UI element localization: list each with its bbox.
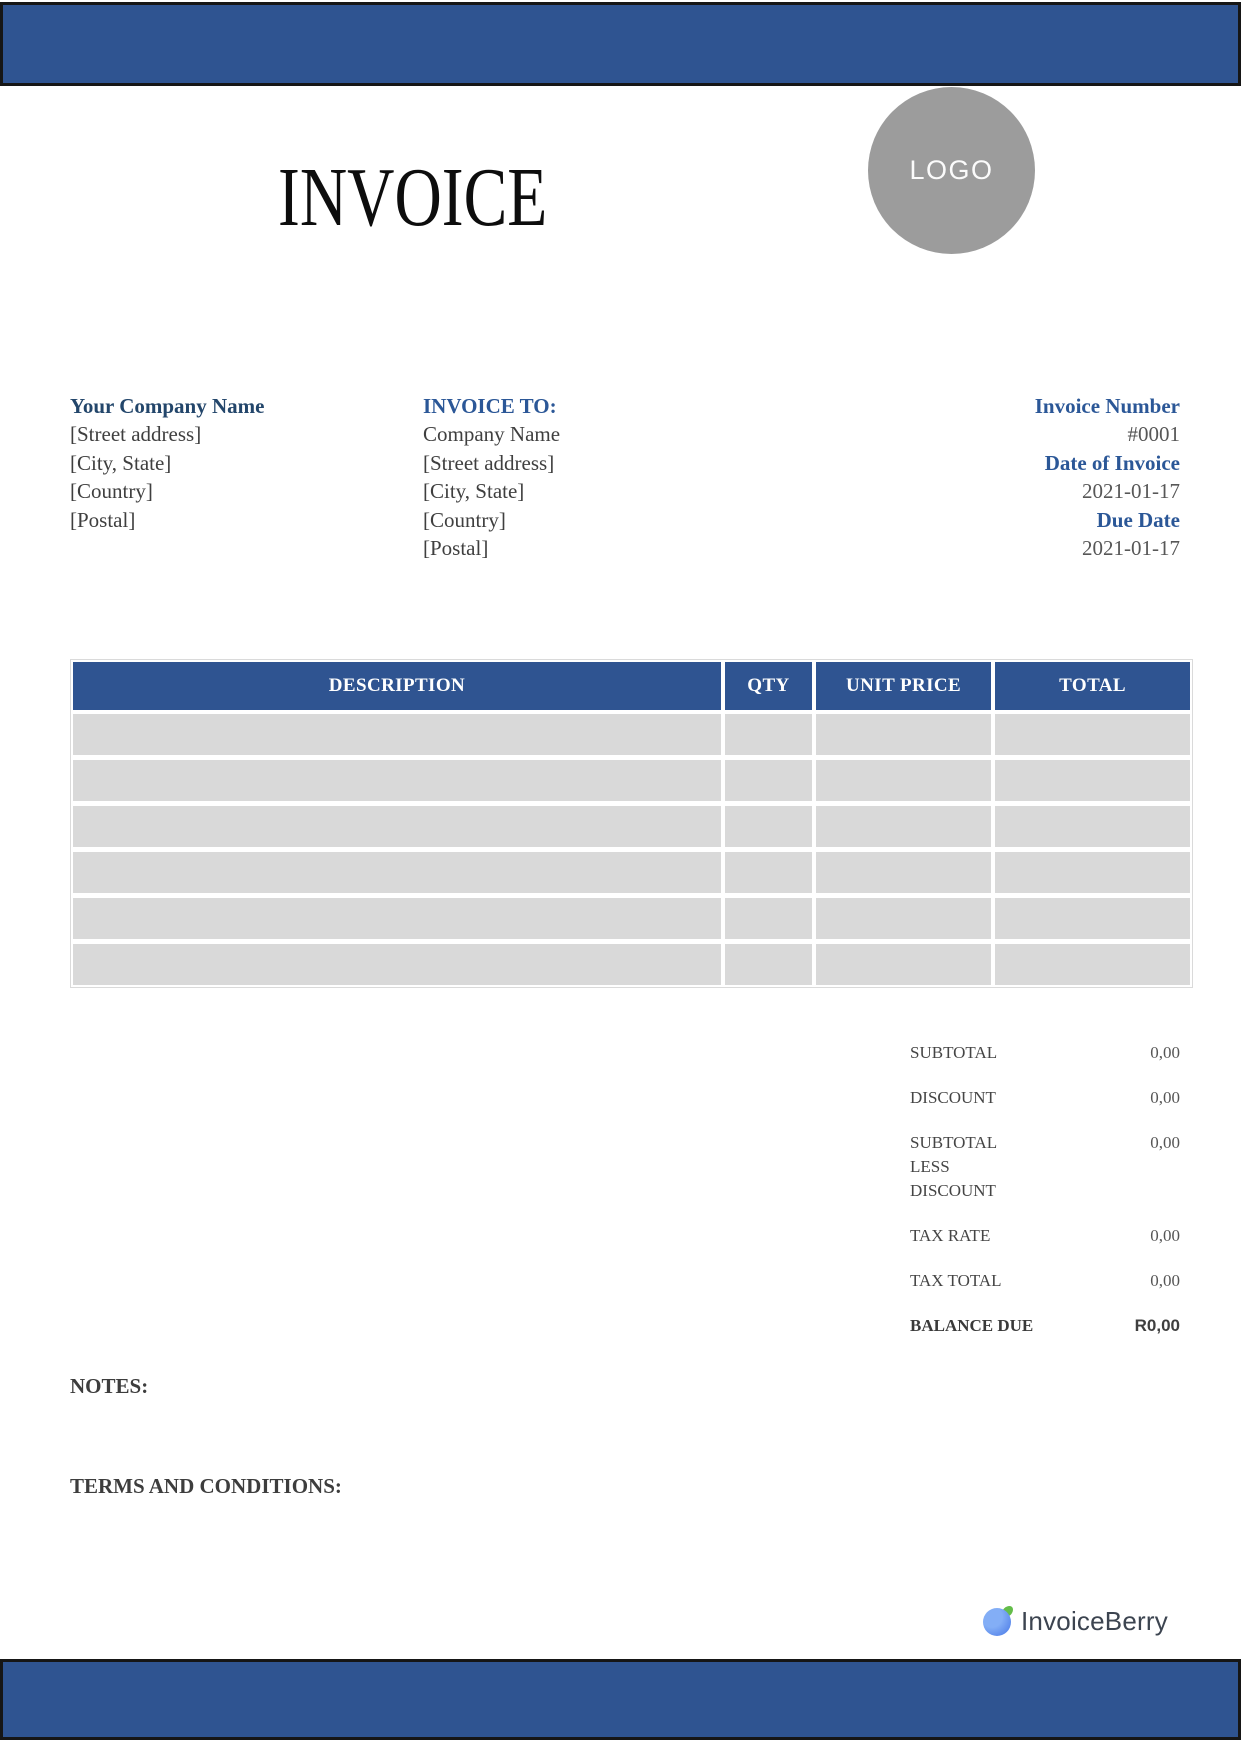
table-cell [816,944,991,985]
table-cell [73,714,721,755]
subtotal-less-discount-value: 0,00 [1150,1133,1180,1152]
company-country: [Country] [70,479,153,504]
column-header-qty: QTY [725,662,812,710]
table-row [73,806,1190,847]
column-header-unit-price: UNIT PRICE [816,662,991,710]
invoice-meta-block [1035,392,1180,562]
logo-placeholder-text: LOGO [909,155,994,185]
client-country: [Country] [423,507,506,532]
invoice-number-label: Invoice Number [1034,394,1180,418]
totals-row-balance-due [910,1314,1180,1338]
table-cell [995,760,1190,801]
totals-row-tax-rate [910,1224,1180,1248]
company-from-block [70,392,264,534]
subtotal-value: 0,00 [1150,1043,1180,1062]
invoiceberry-branding [983,1605,1168,1637]
table-cell [73,944,721,985]
table-cell [995,898,1190,939]
table-cell [995,714,1190,755]
line-items-table [70,659,1193,988]
invoiceberry-logo-icon [983,1606,1013,1636]
client-company-name: Company Name [423,422,561,447]
column-header-description: DESCRIPTION [73,662,721,710]
page-title: INVOICE [278,151,548,244]
table-cell [995,806,1190,847]
table-cell [725,944,812,985]
table-cell [73,760,721,801]
table-cell [995,852,1190,893]
table-cell [725,806,812,847]
client-postal: [Postal] [423,536,489,561]
logo-placeholder [868,87,1035,254]
table-row [73,714,1190,755]
table-header-row [73,662,1190,710]
tax-rate-label: TAX RATE [910,1226,991,1245]
totals-row-tax-total [910,1269,1180,1293]
top-accent-bar [0,2,1241,86]
column-header-total: TOTAL [995,662,1190,710]
table-row [73,760,1190,801]
tax-total-value: 0,00 [1150,1271,1180,1290]
table-cell [816,714,991,755]
table-cell [73,898,721,939]
table-cell [73,852,721,893]
brand-name: InvoiceBerry [1021,1605,1168,1636]
tax-rate-value: 0,00 [1150,1226,1180,1245]
table-cell [725,898,812,939]
notes-label: NOTES: [70,1374,149,1398]
table-cell [725,760,812,801]
terms-label: TERMS AND CONDITIONS: [70,1474,342,1498]
totals-row-subtotal-less-discount [910,1131,1180,1203]
table-row [73,944,1190,985]
balance-due-label: BALANCE DUE [910,1316,1034,1335]
totals-block [910,1041,1180,1359]
tax-total-label: TAX TOTAL [910,1271,1002,1290]
table-cell [816,760,991,801]
client-street: [Street address] [423,450,555,475]
subtotal-less-discount-label: SUBTOTAL LESS DISCOUNT [910,1133,997,1200]
table-cell [73,806,721,847]
table-row [73,852,1190,893]
invoice-date-value: 2021-01-17 [1082,479,1180,504]
table-cell [725,714,812,755]
table-cell [816,898,991,939]
client-city-state: [City, State] [423,479,525,504]
totals-row-subtotal [910,1041,1180,1065]
due-date-label: Due Date [1096,507,1180,532]
bottom-accent-bar [0,1659,1241,1740]
discount-label: DISCOUNT [910,1088,996,1107]
company-street: [Street address] [70,422,202,447]
due-date-value: 2021-01-17 [1082,536,1180,561]
table-cell [816,806,991,847]
company-postal: [Postal] [70,507,136,532]
subtotal-label: SUBTOTAL [910,1043,998,1062]
table-body [73,714,1190,985]
table-cell [725,852,812,893]
table-cell [995,944,1190,985]
berry-icon [983,1608,1011,1636]
company-city-state: [City, State] [70,450,172,475]
table-row [73,898,1190,939]
invoice-date-label: Date of Invoice [1044,450,1180,475]
totals-row-discount [910,1086,1180,1110]
invoice-to-heading: INVOICE TO: [423,394,557,418]
company-name: Your Company Name [70,394,265,418]
discount-value: 0,00 [1150,1088,1180,1107]
invoice-number-value: #0001 [1127,422,1180,447]
invoice-to-block [423,392,560,562]
table-cell [816,852,991,893]
balance-due-value: R0,00 [1134,1316,1180,1335]
